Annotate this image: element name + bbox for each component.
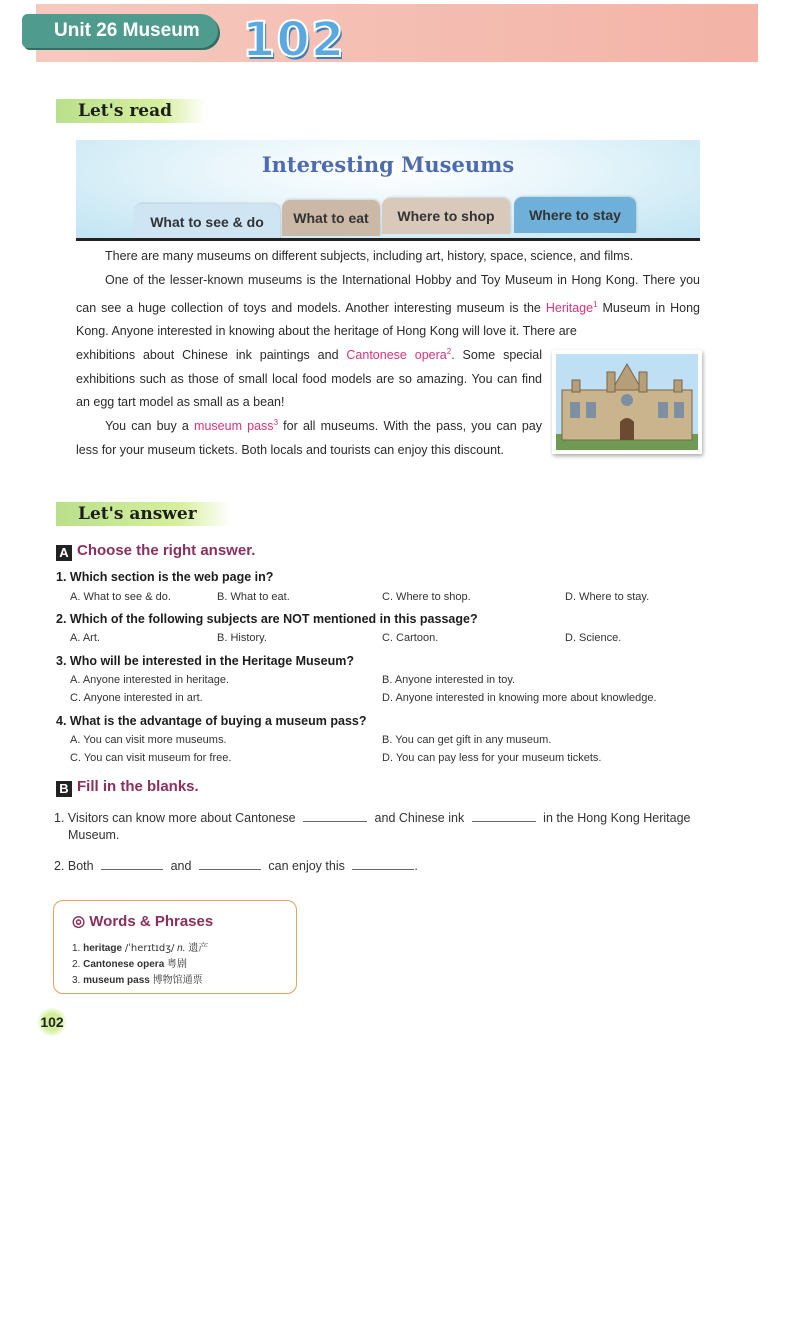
divider — [76, 238, 700, 241]
part-b-heading — [56, 778, 199, 797]
question-4: 4. What is the advantage of buying a museum pass? — [56, 714, 367, 728]
museum-image — [552, 350, 702, 454]
museum-building-icon — [552, 350, 702, 454]
word-item-2 — [72, 955, 187, 970]
word-1-number: 1. — [72, 943, 81, 954]
fill1-text-d: Museum. — [68, 828, 120, 842]
word-item-1 — [72, 939, 208, 954]
word-2-number: 2. — [72, 959, 81, 970]
part-b-title: Fill in the blanks. — [77, 778, 199, 795]
word-item-3 — [72, 971, 203, 986]
part-a-title: Choose the right answer. — [77, 542, 256, 559]
paragraph-3 — [76, 411, 542, 462]
word-1-phonetic: /ˈherɪtɪdʒ/ — [124, 943, 175, 954]
q4-option-a[interactable]: A. You can visit more museums. — [70, 734, 227, 746]
blank-both-1[interactable] — [101, 858, 163, 870]
footnote-2: 2 — [446, 347, 452, 356]
fill-sentence-1 — [54, 810, 734, 825]
question-3: 3. Who will be interested in the Heritage Museum? — [56, 654, 354, 668]
word-3-chinese: 博物馆通票 — [152, 975, 203, 986]
fill2-text-d: . — [414, 859, 418, 873]
fill2-text-b: and — [170, 859, 192, 873]
part-a-letter: A — [56, 545, 72, 561]
q1-option-d[interactable]: D. Where to stay. — [565, 591, 650, 603]
words-phrases-heading — [72, 912, 213, 930]
q4-option-b[interactable]: B. You can get gift in any museum. — [382, 734, 552, 746]
page-title: Interesting Museums — [261, 152, 515, 177]
page-badge: 102 — [242, 12, 346, 68]
target-icon: ◎ — [72, 913, 86, 930]
fill2-text-a: 2. Both — [54, 859, 94, 873]
p2-text-d: . Some special exhibitions such as those of small local food models are so amazing. You can find an egg tart model as small as a bean! — [76, 348, 542, 410]
word-1-chinese: 遗产 — [188, 943, 209, 954]
blank-both-2[interactable] — [199, 858, 261, 870]
fill1-text-c: in the Hong Kong Heritage — [543, 811, 691, 825]
q3-option-a[interactable]: A. Anyone interested in heritage. — [70, 674, 229, 686]
page-number: 102 — [36, 1008, 68, 1036]
tab-where-to-shop[interactable]: Where to shop — [382, 198, 510, 234]
word-1-pos: n. — [177, 943, 186, 954]
p2-text-c: exhibitions about Chinese ink paintings and — [76, 348, 347, 363]
fill2-text-c: can enjoy this — [268, 859, 345, 873]
word-3-number: 3. — [72, 975, 81, 986]
word-2-term: Cantonese opera — [83, 959, 165, 970]
p3-text-b: for all museums. With the pass, you can pay less for your museum tickets. Both locals and tourists can enjoy this discount. — [76, 419, 543, 457]
tab-where-to-stay[interactable]: Where to stay — [514, 197, 636, 233]
blank-cantonese[interactable] — [303, 810, 367, 822]
heritage-term: Heritage — [545, 300, 594, 315]
fill-sentence-2 — [54, 858, 418, 873]
words-phrases-box — [53, 900, 297, 994]
word-3-term: museum pass — [83, 975, 150, 986]
q2-option-c[interactable]: C. Cartoon. — [382, 632, 439, 644]
q4-option-c[interactable]: C. You can visit museum for free. — [70, 752, 232, 764]
paragraph-1: There are many museums on different subjects, including art, history, space, science, and films. — [105, 249, 634, 263]
words-phrases-title: Words & Phrases — [89, 913, 214, 930]
q3-option-b[interactable]: B. Anyone interested in toy. — [382, 674, 516, 686]
p2-text-b: Museum in Hong Kong. Anyone interested in knowing about the heritage of Hong Kong will love it. There are — [76, 300, 701, 339]
part-a-heading — [56, 542, 255, 561]
fill1-text-b: and Chinese ink — [374, 811, 465, 825]
blank-chinese-ink[interactable] — [472, 810, 536, 822]
lets-answer-label: Let's answer — [56, 502, 231, 526]
word-1-term: heritage — [83, 943, 123, 954]
q2-option-d[interactable]: D. Science. — [565, 632, 622, 644]
q1-option-b[interactable]: B. What to eat. — [217, 591, 290, 603]
tab-what-to-see[interactable]: What to see & do — [134, 204, 280, 240]
part-b-letter: B — [56, 781, 72, 797]
q3-option-c[interactable]: C. Anyone interested in art. — [70, 692, 203, 704]
question-1: 1. Which section is the web page in? — [56, 570, 274, 584]
fill1-text-a: 1. Visitors can know more about Cantonese — [54, 811, 296, 825]
q2-option-b[interactable]: B. History. — [217, 632, 267, 644]
footnote-3: 3 — [273, 418, 279, 427]
q4-option-d[interactable]: D. You can pay less for your museum tickets. — [382, 752, 602, 764]
cantonese-opera-term: Cantonese opera — [346, 348, 447, 363]
museum-pass-term: museum pass — [194, 419, 274, 434]
unit-label: Unit 26 Museum — [22, 14, 218, 48]
p2-text-a: One of the lesser-known museums is the International Hobby and Toy Museum in Hong Kong. There you can see a huge collection of toys and models. Another interesting museum is the — [76, 273, 700, 315]
q1-option-c[interactable]: C. Where to shop. — [382, 591, 471, 603]
question-2: 2. Which of the following subjects are NOT mentioned in this passage? — [56, 612, 478, 626]
p3-text-a: You can buy a — [105, 419, 195, 434]
paragraph-2-cont — [76, 340, 542, 415]
q3-option-d[interactable]: D. Anyone interested in knowing more about knowledge. — [382, 692, 657, 704]
paragraph-2 — [76, 269, 700, 344]
blank-discount[interactable] — [352, 858, 414, 870]
q2-option-a[interactable]: A. Art. — [70, 632, 100, 644]
q1-option-a[interactable]: A. What to see & do. — [70, 591, 171, 603]
lets-read-label: Let's read — [56, 99, 206, 123]
word-2-chinese: 粤剧 — [167, 959, 188, 970]
footnote-1: 1 — [593, 299, 598, 309]
tab-what-to-eat[interactable]: What to eat — [282, 200, 380, 236]
